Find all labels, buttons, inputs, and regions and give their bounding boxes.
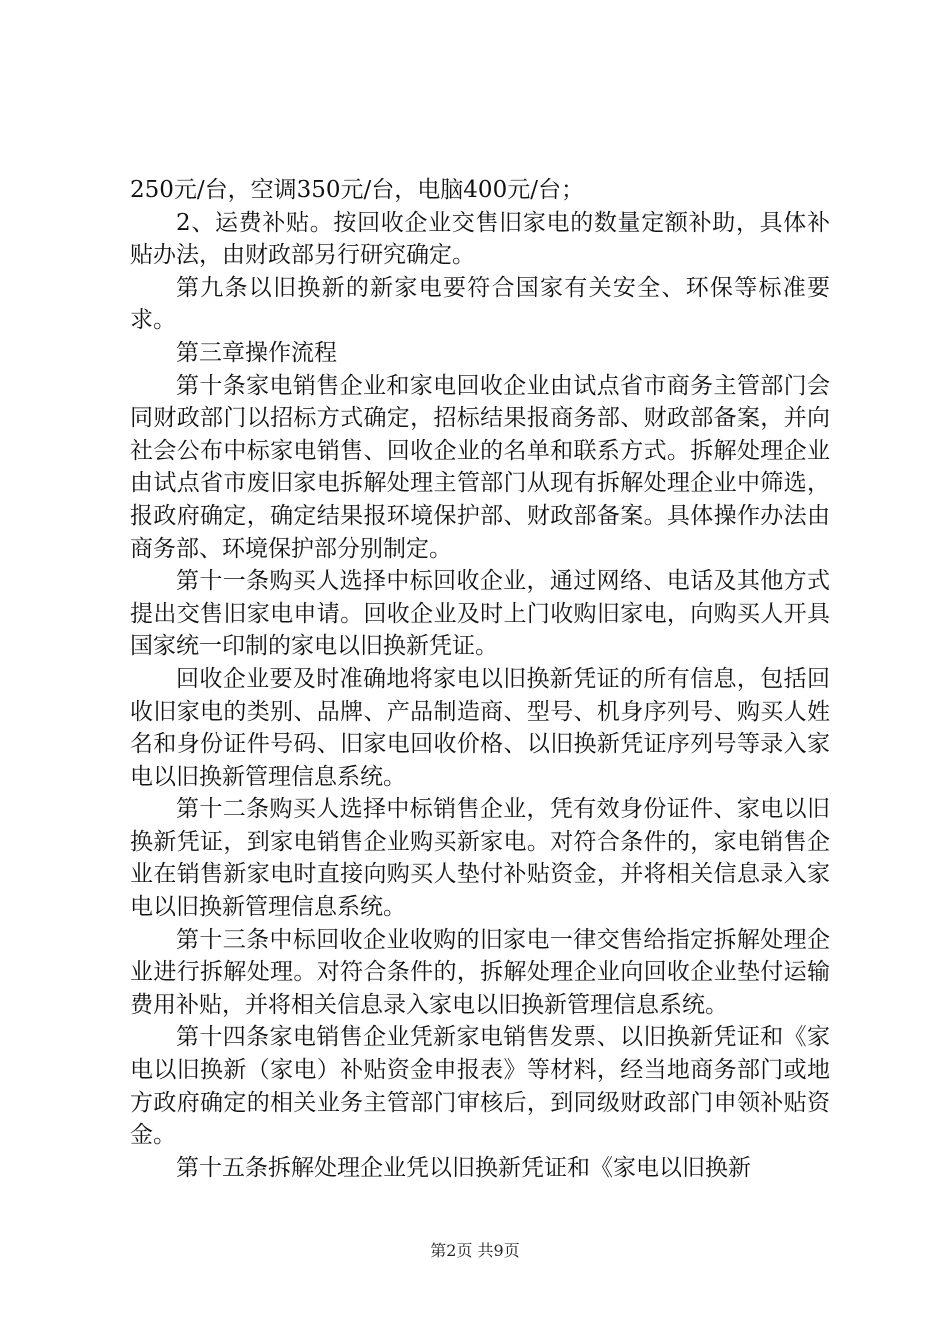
paragraph-article-11: 第十一条购买人选择中标回收企业，通过网络、电话及其他方式提出交售旧家电申请。回收企业及时上门收购旧家电，向购买人开具国家统一印制的家电以旧换新凭证。 bbox=[130, 568, 830, 660]
paragraph-article-14: 第十四条家电销售企业凭新家电销售发票、以旧换新凭证和《家电以旧换新（家电）补贴资金申报表》等材料，经当地商务部门或地方政府确定的相关业务主管部门审核后，到同级财政部门申领补贴资金。 bbox=[130, 1024, 830, 1149]
paragraph-continuation: 250元/台，空调350元/台，电脑400元/台； bbox=[130, 177, 584, 203]
paragraph-article-15: 第十五条拆解处理企业凭以旧换新凭证和《家电以旧换新 bbox=[176, 1154, 751, 1181]
page-number-footer: 第2页 共9页 bbox=[430, 1241, 520, 1260]
paragraph-freight-subsidy: 2、运费补贴。按回收企业交售旧家电的数量定额补助，具体补贴办法，由财政部另行研究确定。 bbox=[130, 209, 830, 269]
paragraph-article-10: 第十条家电销售企业和家电回收企业由试点省市商务主管部门会同财政部门以招标方式确定，招标结果报商务部、财政部备案，并向社会公布中标家电销售、回收企业的名单和联系方式。拆解处理企业由试点省市废旧家电拆解处理主管部门从现有拆解处理企业中筛选，报政府确定，确定结果报环境保护部、财政部备案。具体操作办法由商务部、环境保护部分别制定。 bbox=[130, 372, 830, 562]
document-body bbox=[130, 174, 830, 1184]
paragraph-article-12: 第十二条购买人选择中标销售企业，凭有效身份证件、家电以旧换新凭证，到家电销售企业购买新家电。对符合条件的，家电销售企业在销售新家电时直接向购买人垫付补贴资金，并将相关信息录入家电以旧换新管理信息系统。 bbox=[130, 796, 830, 921]
chapter-heading: 第三章操作流程 bbox=[176, 339, 337, 366]
paragraph-article-9: 第九条以旧换新的新家电要符合国家有关安全、环保等标准要求。 bbox=[130, 274, 830, 334]
paragraph-article-13: 第十三条中标回收企业收购的旧家电一律交售给指定拆解处理企业进行拆解处理。对符合条件的，拆解处理企业向回收企业垫付运输费用补贴，并将相关信息录入家电以旧换新管理信息系统。 bbox=[130, 926, 830, 1018]
paragraph-recycling-info: 回收企业要及时准确地将家电以旧换新凭证的所有信息，包括回收旧家电的类别、品牌、产品制造商、型号、机身序列号、购买人姓名和身份证件号码、旧家电回收价格、以旧换新凭证序列号等录入家电以旧换新管理信息系统。 bbox=[130, 665, 830, 790]
